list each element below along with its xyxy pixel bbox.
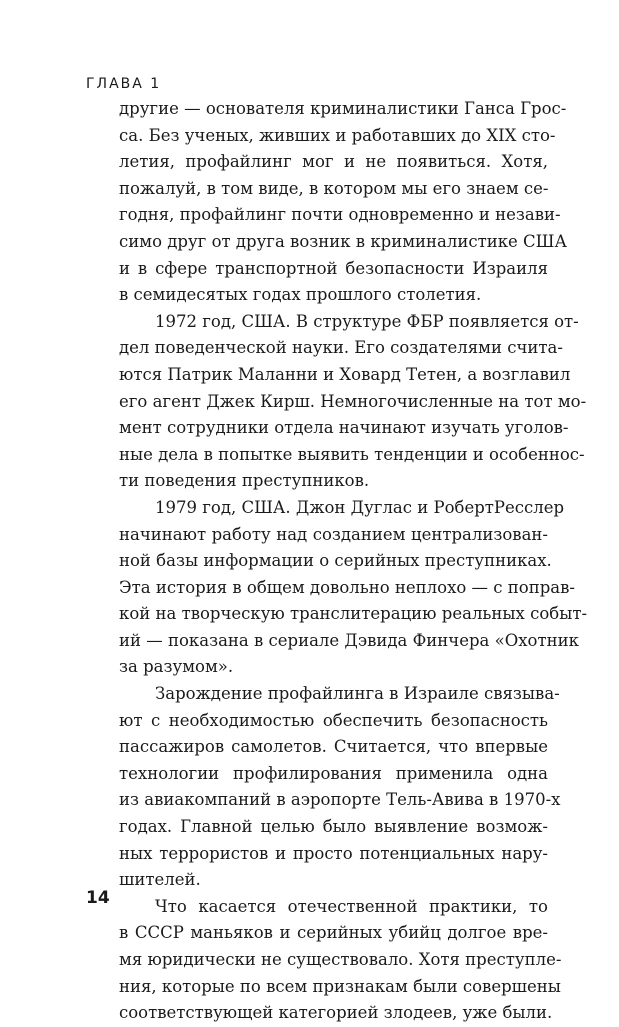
text-line: пассажиров самолетов. Считается, что впервые xyxy=(119,737,548,757)
text-line: другие — основателя криминалистики Ганса Грос- xyxy=(119,99,567,118)
text-line: начинают работу над созданием централизован- xyxy=(119,524,548,544)
text-line: ются Патрик Маланни и Ховард Тетен, а возглавил xyxy=(119,364,571,384)
text-line: 1979 год, США. Джон Дуглас и РобертРесслер xyxy=(155,497,565,517)
text-line: в СССР маньяков и серийных убийц долгое вре- xyxy=(119,923,548,943)
text-line: технологии профилирования применила одна xyxy=(119,763,548,783)
text-line: са. Без ученых, живших и работавших до XIX сто- xyxy=(119,125,556,145)
paragraph xyxy=(119,681,561,894)
text-line: в семидесятых годах прошлого столетия. xyxy=(119,285,482,305)
text-line: летия, профайлинг мог и не появиться. Хотя, xyxy=(119,152,548,172)
text-line: годня, профайлинг почти одновременно и незави- xyxy=(119,205,561,225)
text-line: и в сфере транспортной безопасности Израиля xyxy=(119,258,548,278)
text-line: симо друг от друга возник в криминалистике США xyxy=(119,231,567,251)
text-line: кой на творческую транслитерацию реальных событ- xyxy=(119,604,588,624)
text-line: Что касается отечественной практики, то xyxy=(155,896,548,916)
paragraph xyxy=(119,96,567,309)
text-line: Эта история в общем довольно неплохо — с поправ- xyxy=(119,577,575,597)
text-line: 1972 год, США. В структуре ФБР появляется от- xyxy=(155,311,579,331)
text-line: ий — показана в сериале Дэвида Финчера «Охотник xyxy=(119,630,579,650)
text-line: пожалуй, в том виде, в котором мы его знаем се- xyxy=(119,178,549,198)
paragraph xyxy=(119,309,587,495)
text-line: его агент Джек Кирш. Немногочисленные на тот мо- xyxy=(119,391,587,411)
text-line: из авиакомпаний в аэропорте Тель-Авива в 1970-х xyxy=(119,790,561,810)
page-number: 14 xyxy=(86,888,110,908)
text-line: ные дела в попытке выявить тенденции и особеннос- xyxy=(119,444,585,464)
text-line: ют с необходимостью обеспечить безопасность xyxy=(119,710,548,730)
paragraph xyxy=(119,495,588,681)
text-line: ной базы информации о серийных преступниках. xyxy=(119,551,552,571)
body-text xyxy=(119,96,588,1027)
text-line: шителей. xyxy=(119,870,201,890)
text-line: Зарождение профайлинга в Израиле связыва- xyxy=(155,684,560,704)
text-line: соответствующей категорией злодеев, уже были. xyxy=(119,1003,553,1023)
text-line: годах. Главной целью было выявление возмож- xyxy=(119,817,548,837)
text-line: дел поведенческой науки. Его создателями счита- xyxy=(119,338,563,358)
paragraph xyxy=(119,894,562,1027)
text-line: мент сотрудники отдела начинают изучать уголов- xyxy=(119,418,569,438)
text-line: ти поведения преступников. xyxy=(119,471,370,491)
running-head-chapter: ГЛАВА 1 xyxy=(86,76,162,92)
text-line: за разумом». xyxy=(119,657,234,677)
text-line: ния, которые по всем признакам были совершены xyxy=(119,976,561,996)
text-line: ных террористов и просто потенциальных нару- xyxy=(119,843,548,863)
text-line: мя юридически не существовало. Хотя преступле- xyxy=(119,950,562,969)
